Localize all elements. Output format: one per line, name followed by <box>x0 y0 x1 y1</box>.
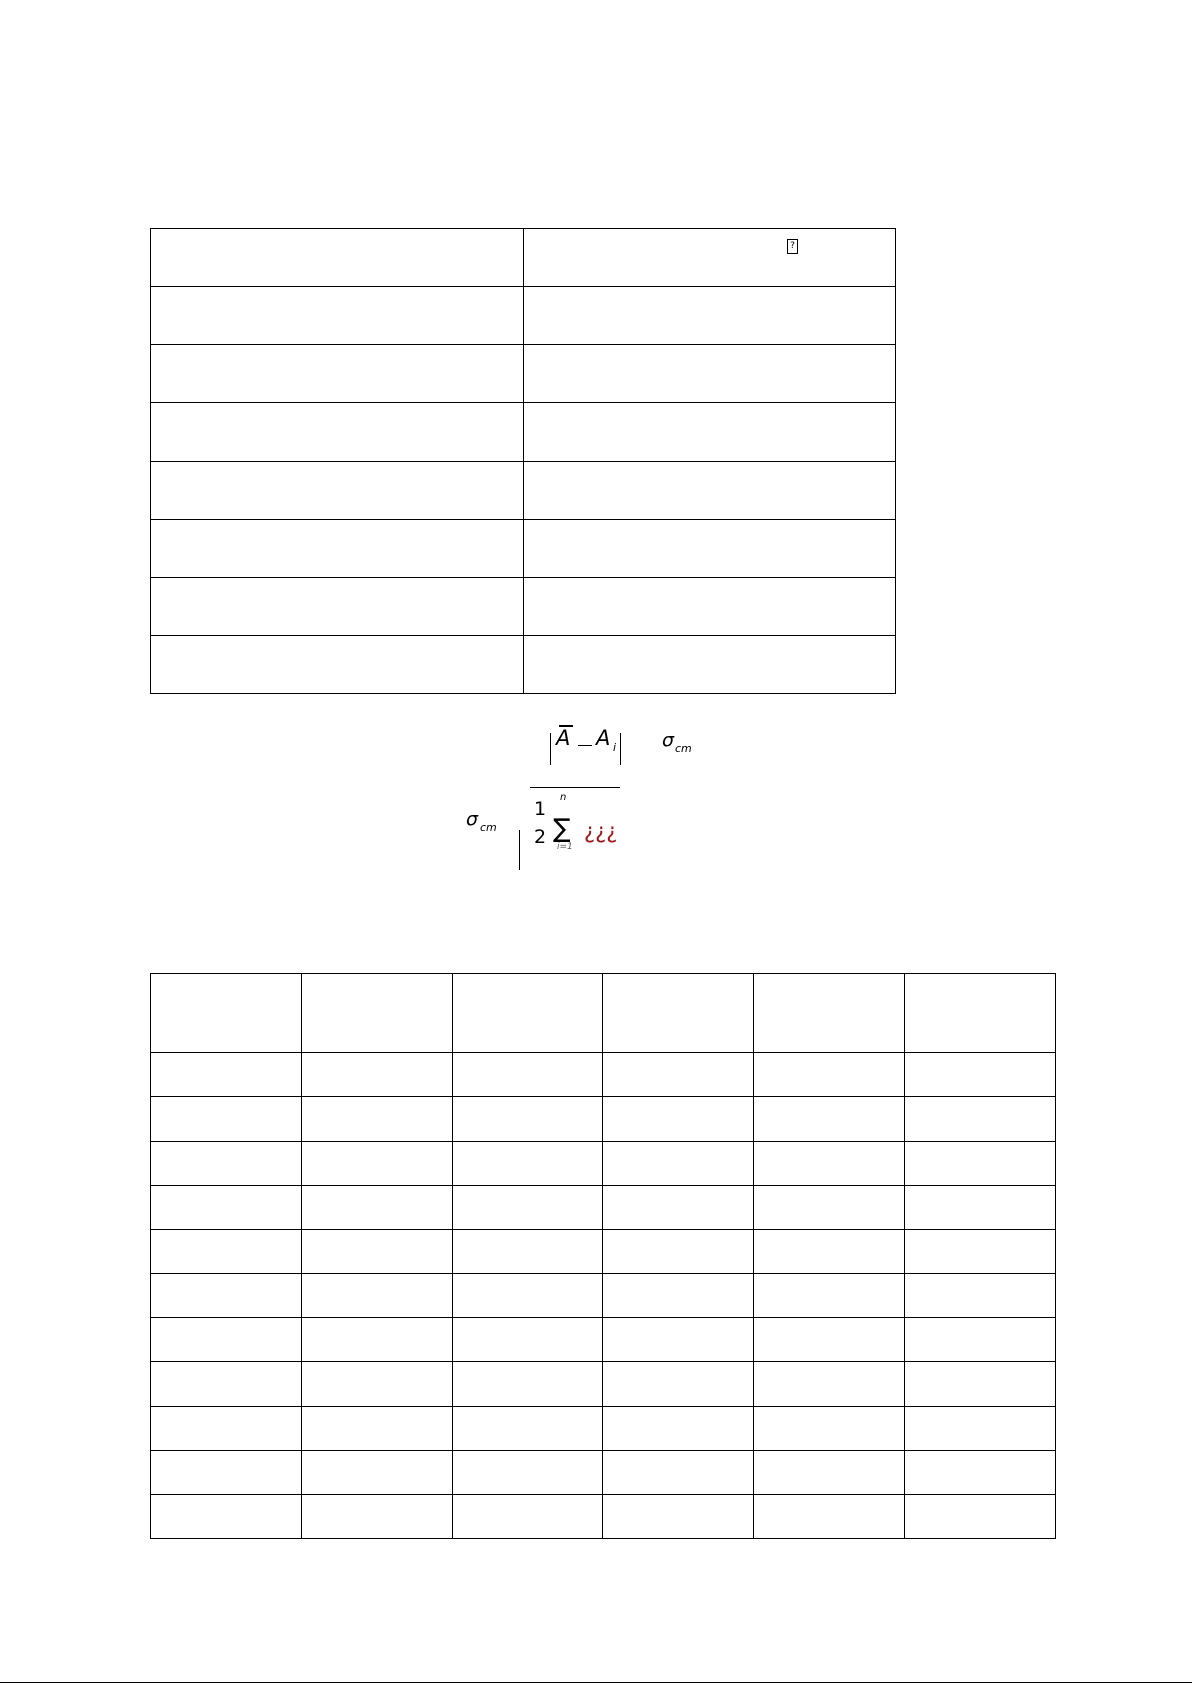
table-cell <box>603 1274 754 1318</box>
table-cell <box>151 1053 302 1097</box>
table-row <box>151 287 896 345</box>
header-cell <box>754 974 905 1053</box>
table-cell <box>301 1450 452 1494</box>
table-row <box>151 1274 1056 1318</box>
table-cell <box>603 1053 754 1097</box>
table-cell <box>452 1318 603 1362</box>
table-cell <box>905 1318 1056 1362</box>
table-cell <box>301 1318 452 1362</box>
a-bar-symbol: A <box>556 726 571 750</box>
header-cell <box>301 974 452 1053</box>
table-cell <box>603 1318 754 1362</box>
table-cell <box>905 1097 1056 1141</box>
table-cell <box>603 1097 754 1141</box>
garbled-text: ¿¿¿ <box>584 819 618 843</box>
table-cell <box>603 1229 754 1273</box>
sqrt-vinculum <box>530 787 620 788</box>
table-cell <box>905 1053 1056 1097</box>
table-cell <box>754 1450 905 1494</box>
table-cell <box>754 1318 905 1362</box>
table-row <box>151 1494 1056 1538</box>
table-cell <box>151 1185 302 1229</box>
a-i-subscript: i <box>613 741 617 754</box>
table-row <box>151 1450 1056 1494</box>
table-cell <box>905 1185 1056 1229</box>
table-1 <box>150 228 896 694</box>
table-cell <box>301 1097 452 1141</box>
table-cell <box>151 1450 302 1494</box>
minus-sign <box>578 745 592 746</box>
table-cell <box>905 1450 1056 1494</box>
table-header-row <box>151 974 1056 1053</box>
table-cell <box>524 287 896 345</box>
table-cell <box>151 519 524 577</box>
table-cell <box>524 635 896 693</box>
header-cell <box>452 974 603 1053</box>
table-row <box>151 345 896 403</box>
table-cell <box>151 403 524 461</box>
sum-lower-limit: i=1 <box>557 842 573 852</box>
table-cell <box>905 1494 1056 1538</box>
table-cell <box>754 1406 905 1450</box>
table-cell <box>524 519 896 577</box>
sigma-symbol: σ <box>466 808 479 830</box>
table-row <box>151 577 896 635</box>
table-cell <box>452 1053 603 1097</box>
table-cell <box>524 461 896 519</box>
table-cell <box>603 1450 754 1494</box>
table-row <box>151 1229 1056 1273</box>
table-row <box>151 403 896 461</box>
table-cell <box>524 229 896 287</box>
table-cell <box>301 1362 452 1406</box>
table-cell <box>452 1229 603 1273</box>
page-bottom-rule <box>0 1682 1192 1683</box>
table-cell <box>151 229 524 287</box>
table-row <box>151 229 896 287</box>
abs-bar-right <box>620 733 621 765</box>
table-row <box>151 519 896 577</box>
header-cell <box>603 974 754 1053</box>
table-cell <box>151 577 524 635</box>
table-cell <box>452 1406 603 1450</box>
abs-bar-left <box>550 733 551 765</box>
table-cell <box>301 1141 452 1185</box>
table-cell <box>151 1097 302 1141</box>
missing-glyph-icon: ? <box>787 239 798 254</box>
table-cell <box>301 1229 452 1273</box>
sigma-subscript: cm <box>675 742 692 755</box>
table-cell <box>603 1494 754 1538</box>
table-cell <box>905 1362 1056 1406</box>
table-cell <box>301 1406 452 1450</box>
table-cell <box>603 1141 754 1185</box>
table-cell <box>754 1185 905 1229</box>
table-cell <box>452 1450 603 1494</box>
table-cell <box>301 1185 452 1229</box>
table-cell <box>754 1274 905 1318</box>
table-2-body <box>151 1053 1056 1539</box>
table-cell <box>151 1229 302 1273</box>
table-cell <box>452 1185 603 1229</box>
fraction-denominator: 2 <box>534 826 547 848</box>
table-cell <box>524 403 896 461</box>
table-cell <box>151 1362 302 1406</box>
table-cell <box>754 1494 905 1538</box>
table-cell <box>905 1274 1056 1318</box>
table-row <box>151 461 896 519</box>
table-cell <box>754 1362 905 1406</box>
table-cell <box>452 1494 603 1538</box>
table-cell <box>754 1053 905 1097</box>
table-cell <box>151 287 524 345</box>
table-cell <box>754 1229 905 1273</box>
table-cell <box>301 1494 452 1538</box>
table-cell <box>452 1097 603 1141</box>
a-i-symbol: A <box>596 726 611 750</box>
table-cell <box>301 1053 452 1097</box>
table-cell <box>151 1141 302 1185</box>
table-row <box>151 1185 1056 1229</box>
header-cell <box>151 974 302 1053</box>
table-cell <box>603 1185 754 1229</box>
table-row <box>151 1406 1056 1450</box>
table-cell <box>754 1097 905 1141</box>
sigma-symbol: σ <box>662 729 675 751</box>
table-cell <box>905 1141 1056 1185</box>
table-cell <box>452 1362 603 1406</box>
table-cell <box>905 1406 1056 1450</box>
table-cell <box>452 1274 603 1318</box>
table-cell <box>151 635 524 693</box>
table-row <box>151 1362 1056 1406</box>
table-cell <box>754 1141 905 1185</box>
table-cell <box>452 1141 603 1185</box>
table-cell <box>301 1274 452 1318</box>
table-row <box>151 635 896 693</box>
table-row <box>151 1053 1056 1097</box>
table-cell <box>151 461 524 519</box>
table-cell <box>151 1274 302 1318</box>
summation-symbol: ∑ <box>553 814 571 844</box>
table-cell <box>151 345 524 403</box>
table-cell <box>603 1362 754 1406</box>
header-cell <box>905 974 1056 1053</box>
table-2 <box>150 973 1056 1539</box>
table-cell <box>524 577 896 635</box>
sigma-subscript: cm <box>480 821 497 834</box>
sqrt-stem <box>519 830 520 870</box>
table-cell <box>524 345 896 403</box>
sum-upper-limit: n <box>560 792 567 803</box>
table-row <box>151 1318 1056 1362</box>
table-cell <box>151 1318 302 1362</box>
table-cell <box>151 1406 302 1450</box>
table-cell <box>905 1229 1056 1273</box>
table-row <box>151 1141 1056 1185</box>
table-cell <box>151 1494 302 1538</box>
fraction-numerator: 1 <box>534 798 547 820</box>
table-cell <box>603 1406 754 1450</box>
table-row <box>151 1097 1056 1141</box>
